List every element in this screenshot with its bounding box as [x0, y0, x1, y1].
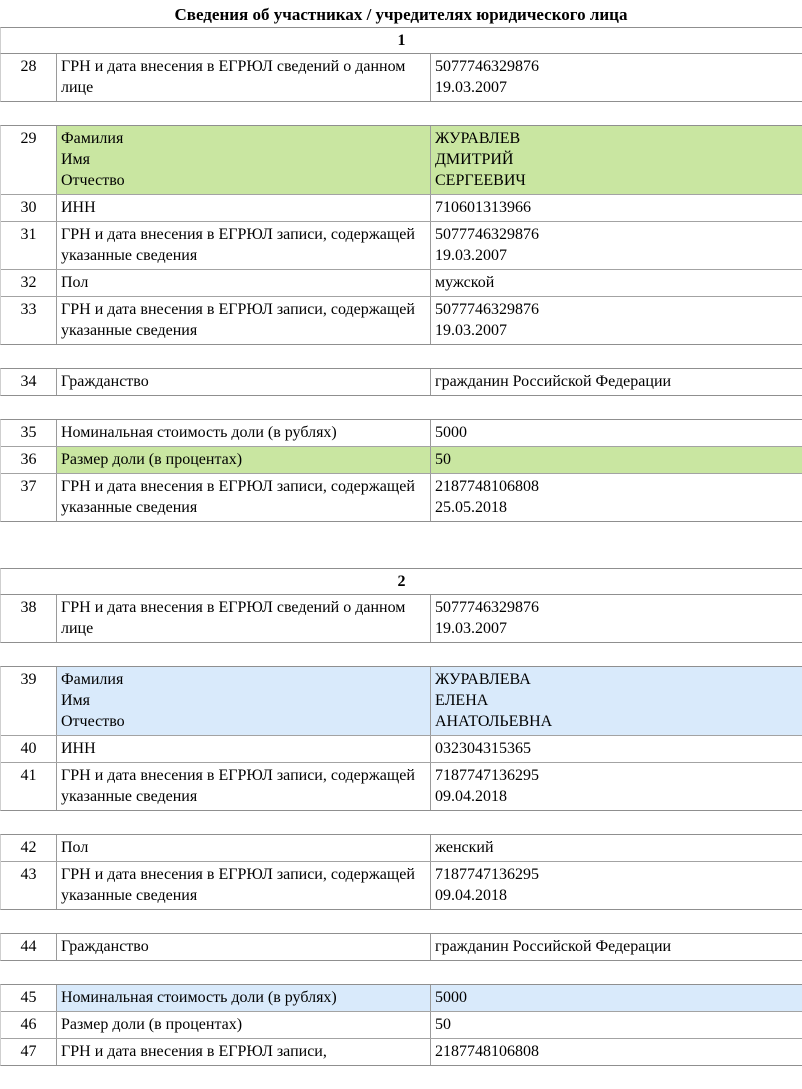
label-line: Пол — [61, 274, 89, 291]
row-value — [431, 862, 802, 909]
label-line: Размер доли (в процентах) — [61, 1016, 243, 1033]
value-line: 5000 — [435, 424, 467, 441]
block-gap — [0, 811, 802, 834]
label-line: Гражданство — [61, 938, 149, 955]
table-block — [0, 53, 802, 102]
label-line: Отчество — [61, 713, 125, 730]
row-value — [431, 1039, 802, 1065]
row-label — [57, 595, 431, 642]
sections-container — [0, 27, 802, 1089]
table-row — [1, 835, 802, 861]
label-line: ГРН и дата внесения в ЕГРЮЛ записи, содержащей указанные сведения — [61, 226, 415, 264]
block-gap — [0, 522, 802, 545]
row-label — [57, 763, 431, 810]
table-block — [0, 984, 802, 1066]
block-gap — [0, 910, 802, 933]
row-number: 31 — [1, 222, 57, 269]
value-line: мужской — [435, 274, 495, 291]
table-row — [1, 126, 802, 194]
row-value — [431, 736, 802, 762]
label-line: Фамилия — [61, 130, 124, 147]
table-row — [1, 762, 802, 810]
value-line: ЖУРАВЛЕВА — [435, 671, 531, 688]
table-block — [0, 666, 802, 811]
label-line: Имя — [61, 151, 91, 168]
label-line: ГРН и дата внесения в ЕГРЮЛ сведений о данном лице — [61, 599, 406, 637]
value-line: гражданин Российской Федерации — [435, 938, 672, 955]
table-row — [1, 369, 802, 395]
row-number: 47 — [1, 1039, 57, 1065]
block-gap — [0, 102, 802, 125]
label-line: ИНН — [61, 199, 96, 216]
row-value — [431, 1012, 802, 1038]
label-line: ГРН и дата внесения в ЕГРЮЛ записи, содержащей указанные сведения — [61, 301, 415, 339]
label-line: Номинальная стоимость доли (в рублях) — [61, 424, 337, 441]
label-line: Размер доли (в процентах) — [61, 451, 243, 468]
value-line: 50 — [435, 451, 451, 468]
table-row — [1, 667, 802, 735]
table-block — [0, 834, 802, 910]
row-value — [431, 934, 802, 960]
label-line: Гражданство — [61, 373, 149, 390]
table-row — [1, 595, 802, 642]
table-block — [0, 594, 802, 643]
row-value — [431, 763, 802, 810]
page-title: Сведения об участниках / учредителях юридического лица — [174, 5, 628, 24]
row-label — [57, 420, 431, 446]
table-row — [1, 934, 802, 960]
table-row — [1, 194, 802, 221]
row-label — [57, 126, 431, 194]
value-line: 7187747136295 — [435, 866, 539, 883]
value-line: 710601313966 — [435, 199, 531, 216]
value-line: 5077746329876 — [435, 226, 539, 243]
value-line: 032304315365 — [435, 740, 531, 757]
row-number: 46 — [1, 1012, 57, 1038]
row-value — [431, 54, 802, 101]
value-line: 5077746329876 — [435, 58, 539, 75]
row-label — [57, 667, 431, 735]
row-value — [431, 369, 802, 395]
row-label — [57, 934, 431, 960]
value-line: ЖУРАВЛЕВ — [435, 130, 521, 147]
table-row — [1, 54, 802, 101]
row-number: 41 — [1, 763, 57, 810]
table-block — [0, 419, 802, 522]
label-line: Пол — [61, 839, 89, 856]
row-label — [57, 474, 431, 521]
row-value — [431, 126, 802, 194]
row-value — [431, 270, 802, 296]
value-line: 2187748106808 — [435, 1043, 539, 1060]
block-gap — [0, 545, 802, 568]
value-line: 5077746329876 — [435, 301, 539, 318]
table-block — [0, 125, 802, 345]
row-label — [57, 54, 431, 101]
value-line: 5077746329876 — [435, 599, 539, 616]
label-line: ИНН — [61, 740, 96, 757]
table-row — [1, 985, 802, 1011]
value-line: 19.03.2007 — [435, 79, 507, 96]
table-row — [1, 420, 802, 446]
value-line: 5000 — [435, 989, 467, 1006]
row-value — [431, 420, 802, 446]
row-label — [57, 297, 431, 344]
row-value — [431, 667, 802, 735]
row-number: 34 — [1, 369, 57, 395]
value-line: 09.04.2018 — [435, 788, 507, 805]
value-line: ДМИТРИЙ — [435, 151, 514, 168]
block-gap — [0, 1066, 802, 1089]
label-line: ГРН и дата внесения в ЕГРЮЛ записи, содержащей указанные сведения — [61, 767, 415, 805]
row-label — [57, 736, 431, 762]
table-row — [1, 1038, 802, 1065]
table-row — [1, 861, 802, 909]
row-number: 29 — [1, 126, 57, 194]
table-row — [1, 296, 802, 344]
value-line: ЕЛЕНА — [435, 692, 489, 709]
value-line: АНАТОЛЬЕВНА — [435, 713, 553, 730]
row-label — [57, 1012, 431, 1038]
row-label — [57, 985, 431, 1011]
row-number: 30 — [1, 195, 57, 221]
row-value — [431, 195, 802, 221]
row-label — [57, 835, 431, 861]
row-number: 39 — [1, 667, 57, 735]
row-number: 38 — [1, 595, 57, 642]
table-row — [1, 1011, 802, 1038]
row-number: 35 — [1, 420, 57, 446]
row-label — [57, 195, 431, 221]
row-number: 42 — [1, 835, 57, 861]
label-line: Номинальная стоимость доли (в рублях) — [61, 989, 337, 1006]
value-line: 19.03.2007 — [435, 322, 507, 339]
table-row — [1, 446, 802, 473]
row-number: 45 — [1, 985, 57, 1011]
value-line: 19.03.2007 — [435, 620, 507, 637]
row-value — [431, 474, 802, 521]
label-line: ГРН и дата внесения в ЕГРЮЛ записи, содержащей указанные сведения — [61, 478, 415, 516]
value-line: женский — [435, 839, 494, 856]
table-block — [0, 368, 802, 396]
row-number: 36 — [1, 447, 57, 473]
label-line: ГРН и дата внесения в ЕГРЮЛ сведений о данном лице — [61, 58, 406, 96]
row-label — [57, 862, 431, 909]
row-number: 33 — [1, 297, 57, 344]
section-header: 1 — [0, 27, 802, 53]
value-line: 19.03.2007 — [435, 247, 507, 264]
table-row — [1, 473, 802, 521]
value-line: 25.05.2018 — [435, 499, 507, 516]
row-value — [431, 985, 802, 1011]
row-value — [431, 297, 802, 344]
row-number: 32 — [1, 270, 57, 296]
value-line: СЕРГЕЕВИЧ — [435, 172, 526, 189]
value-line: 50 — [435, 1016, 451, 1033]
block-gap — [0, 345, 802, 368]
table-row — [1, 221, 802, 269]
label-line: ГРН и дата внесения в ЕГРЮЛ записи, — [61, 1043, 327, 1060]
row-label — [57, 222, 431, 269]
block-gap — [0, 396, 802, 419]
label-line: Отчество — [61, 172, 125, 189]
label-line: Фамилия — [61, 671, 124, 688]
block-gap — [0, 961, 802, 984]
row-value — [431, 835, 802, 861]
row-number: 40 — [1, 736, 57, 762]
row-label — [57, 369, 431, 395]
label-line: Имя — [61, 692, 91, 709]
row-value — [431, 447, 802, 473]
table-block — [0, 933, 802, 961]
label-line: ГРН и дата внесения в ЕГРЮЛ записи, содержащей указанные сведения — [61, 866, 415, 904]
row-number: 44 — [1, 934, 57, 960]
row-label — [57, 1039, 431, 1065]
row-number: 28 — [1, 54, 57, 101]
table-row — [1, 735, 802, 762]
row-number: 37 — [1, 474, 57, 521]
value-line: гражданин Российской Федерации — [435, 373, 672, 390]
row-number: 43 — [1, 862, 57, 909]
value-line: 7187747136295 — [435, 767, 539, 784]
table-row — [1, 269, 802, 296]
block-gap — [0, 643, 802, 666]
section-header: 2 — [0, 568, 802, 594]
value-line: 09.04.2018 — [435, 887, 507, 904]
value-line: 2187748106808 — [435, 478, 539, 495]
row-label — [57, 270, 431, 296]
row-value — [431, 595, 802, 642]
row-value — [431, 222, 802, 269]
row-label — [57, 447, 431, 473]
